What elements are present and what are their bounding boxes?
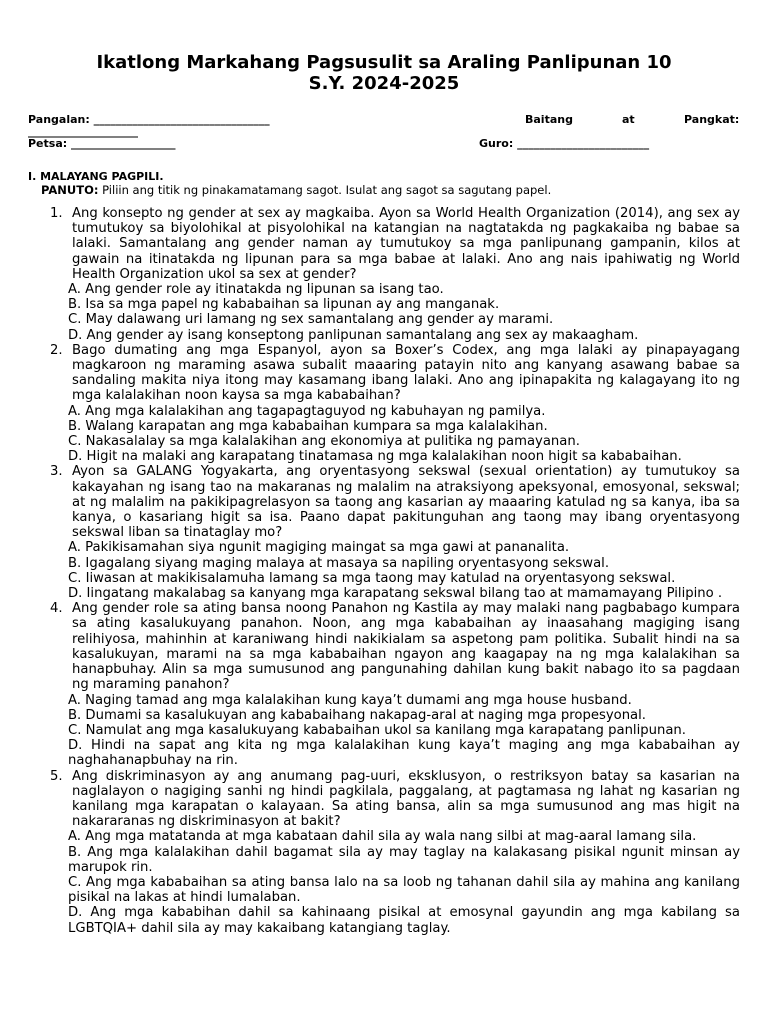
option-c: C. May dalawang uri lamang ng sex samantalang ang gender ay marami. xyxy=(68,312,554,328)
section-title: I. MALAYANG PAGPILI. xyxy=(28,170,164,183)
option-b: B. Ang mga kalalakihan dahil bagamat sila ay may taglay na kalakasang pisikal ngunit minsan ay marupok rin. xyxy=(68,844,740,875)
panuto-text: Piliin ang titik ng pinakamatamang sagot. Isulat ang sagot sa sagutang papel. xyxy=(98,183,552,197)
option-b: B. Walang karapatan ang mga kababaihan kumpara sa mga kalalakihan. xyxy=(68,418,548,434)
option-c: C. Ang mga kababaihan sa ating bansa lalo na sa loob ng tahanan dahil sila ay mahina ang kanilang pisikal na lakas at hindi lumalaban. xyxy=(68,874,740,906)
question-number: 4. xyxy=(50,601,63,617)
option-b: B. Dumami sa kasalukuyan ang kababaihang nakapag-aral at naging mga propesyonal. xyxy=(68,707,646,723)
option-d: D. Iingatang makalabag sa kanyang mga karapatang sekswal bilang tao at mamamayang Pilipino . xyxy=(68,586,723,602)
question-number: 3. xyxy=(50,464,63,480)
petsa-field: Petsa: ___________________ xyxy=(28,137,176,150)
option-a: A. Ang mga matatanda at mga kabataan dahil sila ay wala nang silbi at mag-aaral lamang sila. xyxy=(68,829,697,845)
option-a: A. Ang gender role ay itinatakda ng lipunan sa isang tao. xyxy=(68,282,444,298)
panuto-label: PANUTO: xyxy=(41,183,99,197)
question-5 xyxy=(0,769,768,936)
option-c: C. Namulat ang mga kasalukuyang kababaihan ukol sa kanilang mga karapatang panlipunan. xyxy=(68,722,686,738)
question-text: Bago dumating ang mga Espanyol, ayon sa Boxer’s Codex, ang mga lalaki ay pinapayagang magkaroon ng maraming asawa subalit maaaring patayin nito ang kanyang asawang babae sa sandaling makita niya itong may kasamang ibang lalaki. Ano ang ipinapakita ng kalagayang ito ng mga kalalakihan noon kaysa sa mga kababaihan? xyxy=(72,342,740,404)
exam-title xyxy=(0,52,768,94)
question-number: 1. xyxy=(50,206,63,221)
question-4 xyxy=(0,601,768,768)
panuto-instructions xyxy=(41,183,551,197)
option-c: C. Nakasalalay sa mga kalalakihan ang ekonomiya at pulitika ng pamayanan. xyxy=(68,434,580,450)
question-number: 2. xyxy=(50,342,63,358)
question-text: Ang gender role sa ating bansa noong Panahon ng Kastila ay may malaki nang pagbabago kumpara sa ating kasalukuyang panahon. Noon, ang mga kababaihan ay inaasahang magiging isang relihiyosa, mahinhin at karaniwang hindi nakikialam sa aspetong pam politika. Subalit hindi na sa kasalukuyan, marami na sa mga kababaihan ngayon ang kaagapay na ng mga kalalakihan sa hanapbuhay. Alin sa mga sumusunod ang pangunahing dahilan kung bakit nabago ito sa pagdaan ng maraming panahon? xyxy=(72,601,740,693)
at-label: at xyxy=(622,113,635,126)
guro-field: Guro: ________________________ xyxy=(479,137,650,150)
option-d: D. Hindi na sapat ang kita ng mga kalalakihan kung kaya’t maging ang mga kababaihan ay naghahanapbuhay na rin. xyxy=(68,738,740,769)
baitang-label: Baitang xyxy=(525,113,573,126)
pangkat-label: Pangkat: xyxy=(684,113,740,126)
pangkat-line: ____________________ xyxy=(28,125,138,138)
question-text: Ayon sa GALANG Yogyakarta, ang oryentasyong sekswal (sexual orientation) ay tumutukoy sa kakayahan ng isang tao na makaranas ng malalim na atraksiyong apeksyonal, emosyonal, sekswal; at ng malalim na pakikipagrelasyon sa taong ang kasarian ay maaaring katulad ng sa kanya, iba sa kanya, o kasariang higit sa isa. Paano dapat pakitunguhan ang taong may ibang oryentasyong sekswal liban sa tinataglay mo? xyxy=(72,464,740,541)
option-c: C. Iiwasan at makikisalamuha lamang sa mga taong may katulad na oryentasyong sekswal. xyxy=(68,570,676,586)
question-list xyxy=(0,206,768,936)
question-2 xyxy=(0,343,768,465)
question-text: Ang konsepto ng gender at sex ay magkaiba. Ayon sa World Health Organization (2014), ang sex ay tumutukoy sa biyolohikal at pisyolohikal na katangian na nagtatakda ng pagkakaiba ng babae sa lalaki. Samantalang ang gender naman ay tumutukoy sa mga panlipunang gampanin, kilos at gawain na itinatakda ng lipunan para sa mga babae at lalaki. Ano ang nais ipahiwatig ng World Health Organization ukol sa sex at gender? xyxy=(72,206,740,282)
option-d: D. Ang mga kababihan dahil sa kahinaang pisikal at emosynal gayundin ang mga kabilang sa LGBTQIA+ dahil sila ay may kakaibang katangiang taglay. xyxy=(68,905,740,936)
option-b: B. Isa sa mga papel ng kababaihan sa lipunan ay ang manganak. xyxy=(68,297,500,313)
exam-title-line1: Ikatlong Markahang Pagsusulit sa Araling Panlipunan 10 xyxy=(96,52,672,73)
option-d: D. Higit na malaki ang karapatang tinatamasa ng mga kalalakihan noon higit sa kababaihan. xyxy=(68,449,682,465)
question-3 xyxy=(0,464,768,601)
question-text: Ang diskriminasyon ay ang anumang pag-uuri, eksklusyon, o restriksyon batay sa kasarian na naglalayon o nagiging sanhi ng hindi pagkilala, paggalang, at pagtamasa ng lahat ng kasarian ng kanilang mga karapatan o kalayaan. Sa ating bansa, alin sa mga sumusunod ang mas higit na nakararanas ng diskriminasyon at bakit? xyxy=(72,768,740,830)
pangalan-field: Pangalan: ________________________________ xyxy=(28,113,270,126)
exam-title-line2: S.Y. 2024-2025 xyxy=(308,73,460,94)
option-a: A. Pakikisamahan siya ngunit magiging maingat sa mga gawi at pananalita. xyxy=(68,540,570,556)
option-a: A. Naging tamad ang mga kalalakihan kung kaya’t dumami ang mga house husband. xyxy=(68,692,632,708)
option-d: D. Ang gender ay isang konseptong panlipunan samantalang ang sex ay makaagham. xyxy=(68,327,639,343)
question-number: 5. xyxy=(50,768,63,784)
option-a: A. Ang mga kalalakihan ang tagapagtaguyod ng kabuhayan ng pamilya. xyxy=(68,403,546,419)
option-b: B. Igagalang siyang maging malaya at masaya sa napiling oryentasyong sekswal. xyxy=(68,555,610,571)
question-1 xyxy=(0,206,768,343)
